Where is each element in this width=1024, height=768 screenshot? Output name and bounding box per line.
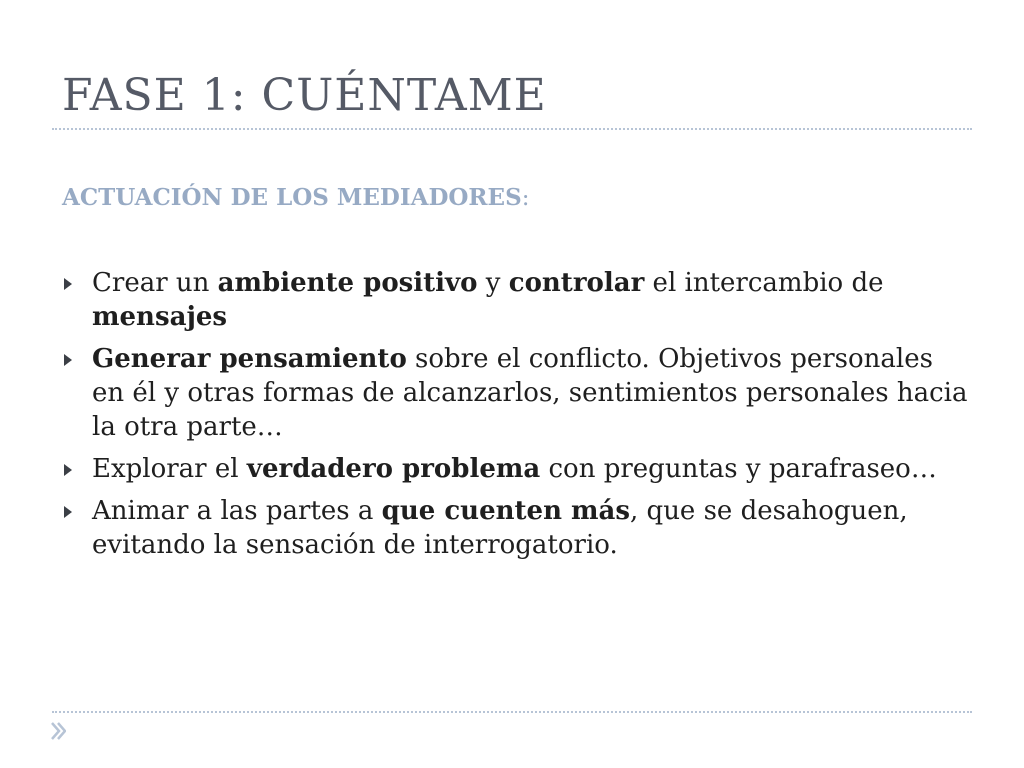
footer-divider bbox=[52, 711, 972, 713]
bullet-emphasis: mensajes bbox=[92, 302, 228, 332]
bullet-item-pensamiento bbox=[62, 342, 972, 444]
bullet-text: Crear un bbox=[92, 268, 218, 298]
bullet-emphasis: Generar pensamiento bbox=[92, 344, 407, 374]
bullet-item-problema bbox=[62, 452, 972, 486]
bullet-text: , que se desahoguen, evitando la sensación de interrogatorio. bbox=[92, 496, 908, 560]
bullet-item-animar bbox=[62, 494, 972, 562]
subtitle-text: ACTUACIÓN DE LOS MEDIADORES bbox=[62, 184, 522, 211]
bullet-list bbox=[62, 266, 972, 570]
bullet-text: Explorar el bbox=[92, 454, 247, 484]
subtitle-colon: : bbox=[521, 185, 530, 211]
bullet-text: el intercambio de bbox=[644, 268, 884, 298]
bullet-text: y bbox=[477, 268, 509, 298]
triangle-right-icon bbox=[64, 464, 72, 476]
title-divider bbox=[52, 128, 972, 130]
bullet-text: sobre el conflicto. Objetivos personales en él y otras formas de alcanzarlos, sentimientos personales hacia la otra parte… bbox=[92, 344, 968, 442]
bullet-item-ambiente bbox=[62, 266, 972, 334]
triangle-right-icon bbox=[64, 278, 72, 290]
bullet-emphasis: ambiente positivo bbox=[217, 268, 478, 298]
bullet-emphasis: verdadero problema bbox=[246, 454, 541, 484]
bullet-text: Animar a las partes a bbox=[92, 496, 382, 526]
bullet-text: con preguntas y parafraseo… bbox=[540, 454, 937, 484]
slide-title: FASE 1: CUÉNTAME bbox=[62, 70, 547, 121]
bullet-emphasis: que cuenten más bbox=[381, 496, 631, 526]
triangle-right-icon bbox=[64, 506, 72, 518]
bullet-emphasis: controlar bbox=[508, 268, 645, 298]
section-subtitle bbox=[62, 184, 529, 211]
double-chevron-right-icon bbox=[50, 720, 66, 742]
triangle-right-icon bbox=[64, 354, 72, 366]
